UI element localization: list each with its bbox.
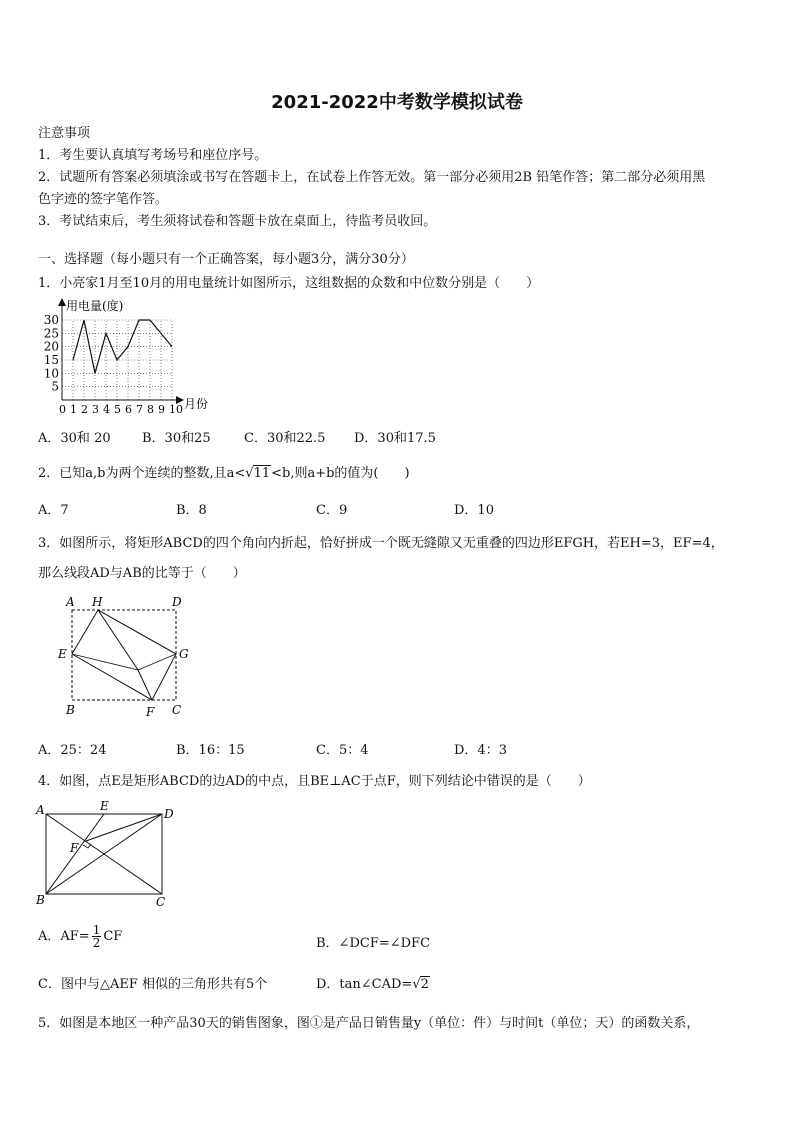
y-axis-label: 用电量(度) (66, 299, 124, 313)
label-g: G (179, 647, 189, 661)
q1-option-b: B．30和25 (142, 431, 211, 446)
x-tick-label: 0 (59, 403, 66, 414)
label-b: B (66, 703, 75, 717)
q2-stem-after: <b,则a+b的值为( ) (271, 466, 410, 481)
electricity-line-chart (38, 296, 216, 414)
x-axis-label: 月份 (184, 397, 209, 411)
q3-option-c: C．5：4 (316, 743, 369, 758)
q2-radicand: 11 (253, 466, 271, 481)
x-tick-label: 4 (103, 403, 110, 414)
x-tick-label: 8 (147, 403, 154, 414)
q3-option-b: B．16：15 (176, 743, 245, 758)
y-tick-label: 10 (43, 366, 59, 381)
q4-option-c: C．图中与△AEF 相似的三角形共有5个 (38, 977, 268, 992)
y-axis-arrow (58, 298, 66, 306)
label-h: H (92, 595, 103, 609)
fold-line-e (72, 654, 138, 670)
q2-option-a: A．7 (38, 503, 69, 518)
q1-option-d: D．30和17.5 (354, 431, 436, 446)
q1-option-c: C．30和22.5 (244, 431, 326, 446)
question-3-stem-line1: 3．如图所示，将矩形ABCD的四个角向内折起，恰好拼成一个既无缝隙又无重叠的四边形EFGH，若EH=3，EF=4， (38, 536, 724, 551)
label-d: D (172, 595, 182, 609)
section-heading: 一、选择题（每小题只有一个正确答案，每小题3分，满分30分） (38, 252, 414, 267)
fraction-denominator: 2 (92, 936, 101, 950)
label-f: F (146, 705, 155, 719)
sqrt-sign: √ (412, 977, 421, 992)
q4-option-d-prefix: D．tan∠CAD= (316, 977, 413, 992)
label-c: C (172, 703, 182, 717)
fold-line-h (98, 610, 138, 670)
label-f: F (70, 841, 79, 855)
question-4-stem: 4．如图，点E是矩形ABCD的边AD的中点，且BE⊥AC于点F，则下列结论中错误的是（ ） (38, 774, 591, 789)
label-c: C (156, 895, 166, 909)
notice-item: 3．考试结束后，考生须将试卷和答题卡放在桌面上，待监考员收回。 (38, 214, 437, 229)
q4-option-a-suffix: CF (103, 929, 123, 944)
notice-item: 色字迹的签字笔作答。 (38, 192, 169, 207)
sqrt-sign: √ (245, 466, 254, 481)
label-e: E (100, 800, 109, 813)
q1-option-a: A．30和 20 (38, 431, 111, 446)
x-tick-label: 2 (81, 403, 88, 414)
question-5-stem: 5．如图是本地区一种产品30天的销售图象，图①是产品日销售量y（单位：件）与时间t（单位；天）的函数关系， (38, 1016, 700, 1031)
y-tick-labels (44, 313, 59, 394)
x-tick-label: 6 (125, 403, 132, 414)
fold-line-g (138, 654, 176, 670)
y-tick-label: 5 (51, 379, 59, 394)
x-tick-label: 1 (70, 403, 77, 414)
label-a: A (66, 595, 75, 609)
chart-axes (58, 298, 184, 404)
notice-item: 1．考生要认真填写考场号和座位序号。 (38, 148, 268, 163)
q4-option-d (316, 973, 430, 992)
q3-option-a: A．25：24 (38, 743, 107, 758)
q2-option-b: B．8 (176, 503, 207, 518)
y-tick-label: 30 (43, 313, 59, 327)
y-tick-label: 15 (43, 353, 59, 367)
folded-rectangle-figure (52, 592, 202, 722)
fold-line-hg (98, 610, 176, 654)
rectangle-abcd (72, 610, 176, 700)
x-tick-label: 9 (158, 403, 165, 414)
question-1-stem: 1．小亮家1月至10月的用电量统计如图所示，这组数据的众数和中位数分别是（ ） (38, 276, 540, 291)
x-tick-labels (59, 403, 183, 414)
question-2-stem (38, 462, 410, 481)
page-title: 2021-2022中考数学模拟试卷 (271, 92, 523, 113)
q4-option-a (38, 924, 122, 949)
fraction-one-half (92, 924, 102, 949)
label-a: A (36, 803, 45, 817)
q4-radicand: 2 (420, 977, 429, 992)
q2-option-d: D．10 (454, 503, 494, 518)
segment-df (86, 814, 162, 841)
q4-option-b: B．∠DCF=∠DFC (316, 936, 431, 951)
question-3-stem-line2: 那么线段AD与AB的比等于（ ） (38, 566, 246, 581)
x-tick-label: 3 (92, 403, 99, 414)
y-tick-label: 25 (43, 326, 59, 341)
y-tick-label: 20 (43, 339, 59, 354)
q3-option-d: D．4：3 (454, 743, 507, 758)
label-d: D (164, 807, 174, 821)
x-tick-label: 7 (136, 403, 143, 414)
label-b: B (36, 893, 45, 907)
q4-option-a-prefix: A．AF= (38, 929, 90, 944)
x-tick-label: 5 (114, 403, 121, 414)
notice-item: 2．试题所有答案必须填涂或书写在答题卡上，在试卷上作答无效。第一部分必须用2B 铅笔作答；第二部分必须用黑 (38, 170, 706, 185)
fraction-numerator: 1 (92, 923, 101, 937)
quadrilateral-efgh (72, 610, 176, 700)
notice-heading: 注意事项 (38, 126, 91, 141)
q2-option-c: C．9 (316, 503, 348, 518)
rectangle-be-ac-figure (34, 800, 182, 910)
label-e: E (58, 647, 67, 661)
q2-stem-before: 2．已知a,b为两个连续的整数,且a< (38, 466, 246, 481)
x-tick-label: 10 (169, 403, 183, 414)
